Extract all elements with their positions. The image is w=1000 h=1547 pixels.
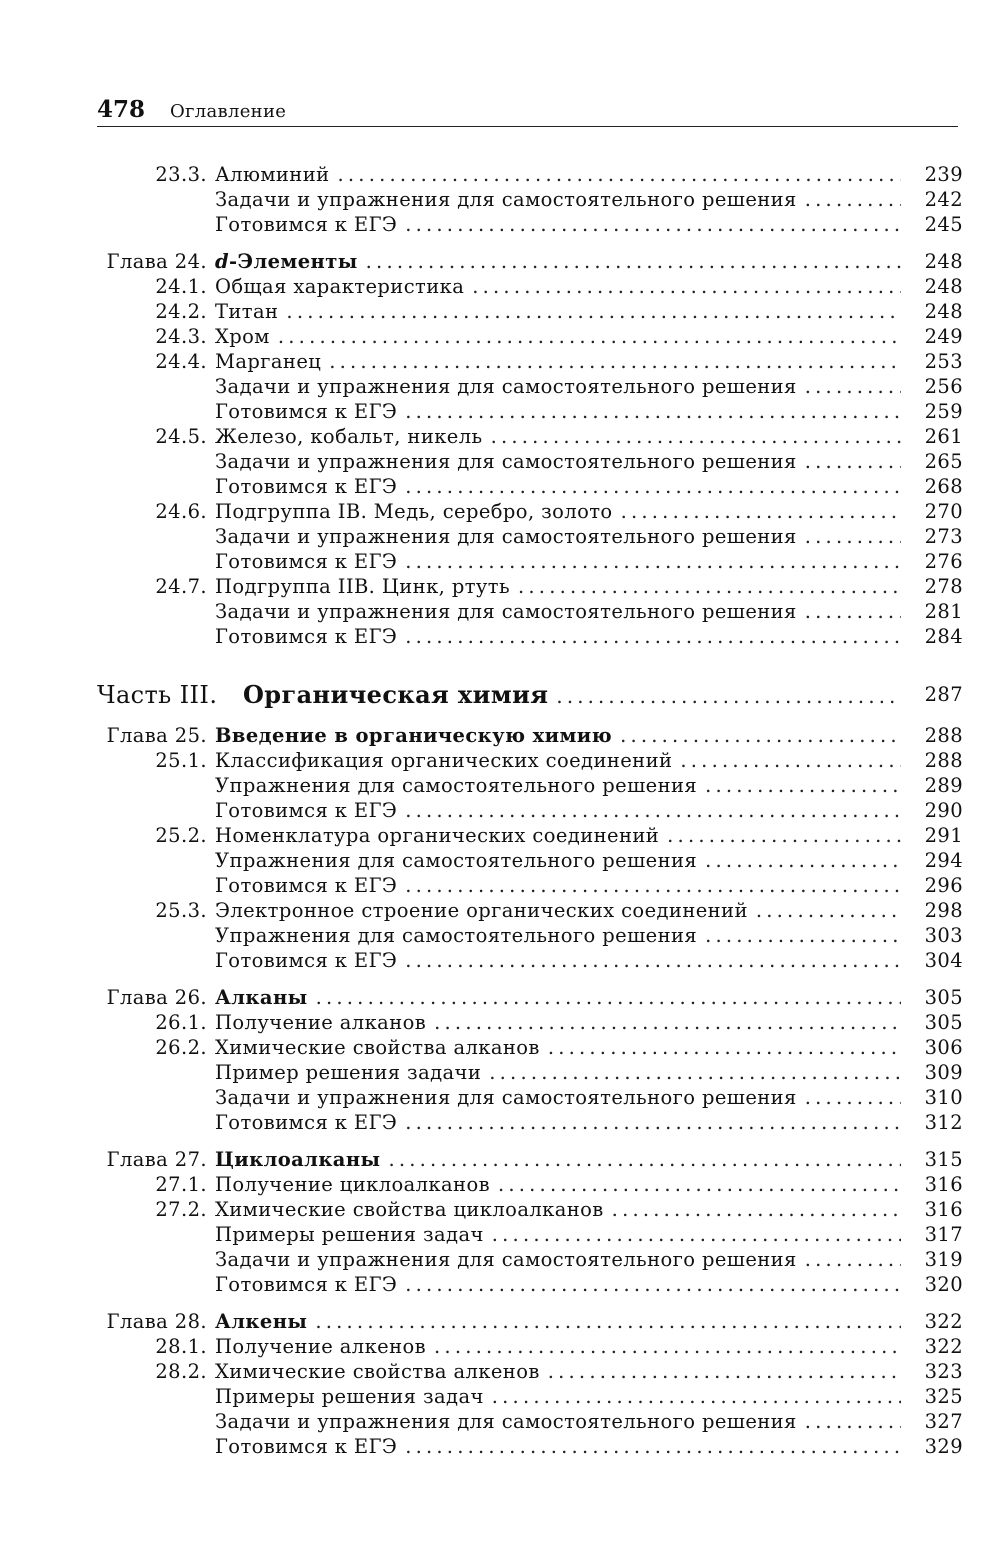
toc-entry-page: 327 [924,1410,963,1433]
toc-entry-title-line [215,823,901,848]
toc-entry-title: Готовимся к ЕГЭ [215,1111,398,1134]
toc-entry-title-line [215,574,901,599]
toc-entry-page: 322 [924,1310,963,1333]
toc-entry-title: Готовимся к ЕГЭ [215,874,398,897]
dot-leader [498,1172,901,1197]
running-header [97,96,958,127]
toc-entry-sub [97,848,963,873]
dot-leader [405,798,901,823]
toc-entry-section [97,1010,963,1035]
toc-entry-page: 317 [924,1223,963,1246]
toc-entry-page: 316 [924,1173,963,1196]
toc-entry-number: Глава 28. [106,1310,207,1333]
toc-entry-title: Циклоалканы [215,1148,381,1171]
toc-entry-page: 284 [924,625,963,648]
toc-entry-number: 25.3. [155,899,207,922]
toc-entry-page: 325 [924,1385,963,1408]
dot-leader [405,1110,901,1135]
toc-entry-number: 24.1. [155,275,207,298]
toc-entry-sub [97,948,963,973]
toc-entry-section [97,1359,963,1384]
toc-entry-title-line [215,399,901,424]
toc-entry-page: 259 [924,400,963,423]
toc-entry-sub [97,399,963,424]
toc-entry-chapter [97,723,963,748]
toc-entry-title-line [215,274,901,299]
toc-entry-title-line [215,162,901,187]
toc-entry-page: 305 [924,1011,963,1034]
toc-entry-number: 26.1. [155,1011,207,1034]
toc-entry-page: 270 [924,500,963,523]
toc-entry-page: 253 [924,350,963,373]
toc-entry-page: 242 [924,188,963,211]
toc-entry-page: 290 [924,799,963,822]
toc-entry-title: Задачи и упражнения для самостоятельного решения [215,188,797,211]
toc-entry-title: Готовимся к ЕГЭ [215,400,398,423]
toc-entry-title-line [215,1359,901,1384]
toc-entry-section [97,1197,963,1222]
toc-entry-title-line [215,187,901,212]
toc-entry-title: Получение алкенов [215,1335,427,1358]
toc-entry-part [97,679,963,711]
toc-entry-title: Задачи и упражнения для самостоятельного решения [215,1086,797,1109]
toc-entry-page: 310 [924,1086,963,1109]
toc-entry-title: Готовимся к ЕГЭ [215,213,398,236]
toc-entry-number: Часть III. [97,681,218,709]
dot-leader [518,574,901,599]
toc-entry-page: 316 [924,1198,963,1221]
dot-leader [705,923,901,948]
toc-entry-sub [97,549,963,574]
toc-entry-page: 245 [924,213,963,236]
toc-entry-chapter [97,1147,963,1172]
toc-entry-page: 248 [924,300,963,323]
toc-entry-title: Химические свойства алкенов [215,1360,540,1383]
toc-entry-title: Готовимся к ЕГЭ [215,949,398,972]
toc-entry-chapter [97,249,963,274]
table-of-contents [97,162,963,1459]
toc-entry-sub [97,1247,963,1272]
running-title: Оглавление [170,101,287,122]
toc-entry-title-line [215,1434,901,1459]
toc-entry-sub [97,773,963,798]
toc-entry-title: Органическая химия [243,680,549,709]
dot-leader [434,1010,901,1035]
toc-entry-title-line [215,873,901,898]
dot-leader [329,349,901,374]
toc-entry-page: 281 [924,600,963,623]
toc-entry-section [97,823,963,848]
toc-entry-title-line [215,1147,901,1172]
toc-entry-title-line [215,923,901,948]
toc-entry-page: 288 [924,749,963,772]
toc-entry-title-line [215,1085,901,1110]
toc-entry-sub [97,1384,963,1409]
toc-entry-page: 294 [924,849,963,872]
toc-entry-page: 305 [924,986,963,1009]
toc-entry-title: Железо, кобальт, никель [215,425,483,448]
toc-entry-title: Задачи и упражнения для самостоятельного решения [215,600,797,623]
toc-entry-number: 25.2. [155,824,207,847]
toc-entry-sub [97,1222,963,1247]
dot-leader [556,681,901,713]
toc-entry-sub [97,374,963,399]
dot-leader [405,399,901,424]
toc-entry-title-line [215,1060,901,1085]
toc-entry-section [97,1334,963,1359]
toc-entry-sub [97,624,963,649]
toc-entry-number: 24.7. [155,575,207,598]
toc-entry-title: Задачи и упражнения для самостоятельного решения [215,375,797,398]
dot-leader [405,1272,901,1297]
toc-entry-number: Глава 24. [106,250,207,273]
toc-entry-number: Глава 27. [106,1148,207,1171]
dot-leader [667,823,901,848]
dot-leader [492,1384,901,1409]
toc-entry-title: Готовимся к ЕГЭ [215,799,398,822]
toc-entry-title-line [215,249,901,274]
dot-leader [338,162,902,187]
toc-entry-page: 289 [924,774,963,797]
toc-entry-number: 24.4. [155,350,207,373]
toc-entry-title: Готовимся к ЕГЭ [215,550,398,573]
dot-leader [805,1409,901,1434]
toc-entry-title: Химические свойства алканов [215,1036,540,1059]
toc-entry-title: Готовимся к ЕГЭ [215,625,398,648]
dot-leader [366,249,901,274]
dot-leader [388,1147,901,1172]
dot-leader [278,324,901,349]
toc-entry-title-line [215,1197,901,1222]
toc-entry-title-line [215,299,901,324]
toc-entry-page: 319 [924,1248,963,1271]
toc-entry-number: 24.2. [155,300,207,323]
toc-entry-sub [97,923,963,948]
toc-entry-title: Задачи и упражнения для самостоятельного решения [215,525,797,548]
toc-entry-sub [97,1085,963,1110]
toc-entry-title: Алканы [215,986,308,1009]
toc-entry-number: 25.1. [155,749,207,772]
toc-entry-page: 309 [924,1061,963,1084]
toc-entry-title-line [215,1409,901,1434]
dot-leader [680,748,901,773]
dot-leader [434,1334,901,1359]
dot-leader [612,1197,901,1222]
toc-entry-title-line [215,748,901,773]
toc-entry-title-line [215,499,901,524]
toc-entry-page: 249 [924,325,963,348]
dot-leader [705,848,901,873]
toc-entry-page: 312 [924,1111,963,1134]
toc-entry-sub [97,212,963,237]
toc-entry-title: Задачи и упражнения для самостоятельного решения [215,1248,797,1271]
toc-entry-page: 291 [924,824,963,847]
toc-entry-title: Химические свойства циклоалканов [215,1198,604,1221]
toc-entry-title-line [215,948,901,973]
dot-leader [805,187,901,212]
toc-entry-section [97,574,963,599]
toc-entry-number: Глава 26. [106,986,207,1009]
toc-entry-section [97,898,963,923]
toc-entry-sub [97,474,963,499]
toc-entry-page: 276 [924,550,963,573]
toc-entry-section [97,299,963,324]
toc-entry-page: 303 [924,924,963,947]
toc-entry-page: 248 [924,275,963,298]
toc-entry-title-line [215,773,901,798]
toc-entry-section [97,499,963,524]
toc-entry-title: Получение циклоалканов [215,1173,490,1196]
dot-leader [492,1222,901,1247]
toc-entry-page: 306 [924,1036,963,1059]
toc-entry-section [97,1035,963,1060]
toc-entry-title: Классификация органических соединений [215,749,673,772]
toc-entry-title-line [215,549,901,574]
dot-leader [405,1434,901,1459]
toc-entry-page: 296 [924,874,963,897]
toc-entry-title-line [215,1334,901,1359]
dot-leader [805,1085,901,1110]
toc-entry-sub [97,599,963,624]
toc-entry-title: Номенклатура органических соединений [215,824,660,847]
toc-entry-section [97,349,963,374]
dot-leader [472,274,901,299]
toc-entry-page: 268 [924,475,963,498]
toc-entry-title: Готовимся к ЕГЭ [215,475,398,498]
toc-entry-number: 28.1. [155,1335,207,1358]
toc-entry-title-line [215,349,901,374]
toc-entry-title-line [215,1309,901,1334]
toc-entry-title: Получение алканов [215,1011,427,1034]
toc-entry-page: 261 [924,425,963,448]
toc-entry-title: Пример решения задачи [215,1061,482,1084]
toc-entry-title-line [215,449,901,474]
toc-entry-section [97,748,963,773]
toc-entry-page: 273 [924,525,963,548]
toc-entry-title-line [215,1010,901,1035]
toc-entry-title-line [215,1247,901,1272]
dot-leader [620,723,901,748]
toc-entry-page: 323 [924,1360,963,1383]
dot-leader [315,1309,901,1334]
toc-entry-title: Подгруппа IIВ. Цинк, ртуть [215,575,511,598]
toc-entry-title-line [215,374,901,399]
toc-entry-chapter [97,985,963,1010]
toc-entry-title: Примеры решения задач [215,1385,484,1408]
toc-entry-title: Подгруппа IВ. Медь, серебро, золото [215,500,613,523]
dot-leader [405,948,901,973]
toc-entry-number: 26.2. [155,1036,207,1059]
toc-entry-title: Алкены [215,1310,308,1333]
toc-entry-title-line [215,424,901,449]
toc-entry-page: 248 [924,250,963,273]
toc-entry-title: Готовимся к ЕГЭ [215,1273,398,1296]
toc-entry-title-line [215,324,901,349]
toc-entry-title: Упражнения для самостоятельного решения [215,924,698,947]
dot-leader [805,1247,901,1272]
toc-entry-number: 27.2. [155,1198,207,1221]
page-number: 478 [97,96,146,123]
dot-leader [805,449,901,474]
toc-entry-page: 287 [924,683,963,706]
toc-entry-title: Введение в органическую химию [215,724,613,747]
toc-entry-page: 329 [924,1435,963,1458]
toc-entry-sub [97,1272,963,1297]
toc-entry-page: 239 [924,163,963,186]
toc-entry-sub [97,873,963,898]
toc-entry-title: Титан [215,300,279,323]
toc-entry-title-line [215,898,901,923]
toc-entry-section [97,424,963,449]
toc-entry-section [97,1172,963,1197]
toc-entry-title-line [215,1172,901,1197]
toc-entry-title-line [215,798,901,823]
toc-entry-page: 315 [924,1148,963,1171]
dot-leader [316,985,901,1010]
toc-entry-title-line [215,723,901,748]
toc-entry-page: 265 [924,450,963,473]
toc-entry-section [97,162,963,187]
dot-leader [405,212,901,237]
dot-leader [805,599,901,624]
toc-entry-title-line [215,474,901,499]
dot-leader [405,474,901,499]
dot-leader [548,1359,901,1384]
toc-entry-title-line [215,212,901,237]
dot-leader [705,773,901,798]
toc-entry-page: 298 [924,899,963,922]
toc-entry-sub [97,1409,963,1434]
toc-entry-title-line [215,624,901,649]
toc-entry-title: Примеры решения задач [215,1223,484,1246]
toc-entry-sub [97,1060,963,1085]
toc-entry-title-line [215,524,901,549]
toc-entry-title-line [215,985,901,1010]
dot-leader [756,898,901,923]
toc-entry-title-line [215,1384,901,1409]
dot-leader [621,499,901,524]
dot-leader [405,873,901,898]
dot-leader [805,524,901,549]
dot-leader [405,624,901,649]
toc-entry-title-line [215,599,901,624]
toc-entry-title: Задачи и упражнения для самостоятельного решения [215,1410,797,1433]
toc-entry-number: 28.2. [155,1360,207,1383]
toc-entry-number: 24.3. [155,325,207,348]
dot-leader [805,374,901,399]
toc-entry-title-line [215,1222,901,1247]
toc-entry-title-line [243,679,901,713]
toc-entry-title: Задачи и упражнения для самостоятельного решения [215,450,797,473]
toc-entry-title: Марганец [215,350,322,373]
toc-entry-number: 27.1. [155,1173,207,1196]
toc-entry-title: Упражнения для самостоятельного решения [215,774,698,797]
toc-entry-chapter [97,1309,963,1334]
toc-entry-sub [97,1110,963,1135]
toc-entry-page: 278 [924,575,963,598]
toc-entry-title: d-Элементы [215,250,358,273]
toc-entry-section [97,274,963,299]
dot-leader [548,1035,901,1060]
toc-entry-sub [97,1434,963,1459]
toc-entry-title: Готовимся к ЕГЭ [215,1435,398,1458]
toc-entry-title: Электронное строение органических соединений [215,899,748,922]
dot-leader [286,299,901,324]
toc-entry-sub [97,524,963,549]
toc-entry-page: 322 [924,1335,963,1358]
toc-entry-number: 24.6. [155,500,207,523]
toc-entry-title-line [215,1035,901,1060]
toc-entry-page: 288 [924,724,963,747]
toc-entry-title: Хром [215,325,270,348]
toc-entry-title: Общая характеристика [215,275,465,298]
toc-entry-number: 23.3. [155,163,207,186]
toc-entry-sub [97,187,963,212]
toc-entry-title-line [215,848,901,873]
toc-entry-section [97,324,963,349]
dot-leader [405,549,901,574]
toc-entry-title-line [215,1110,901,1135]
toc-entry-sub [97,449,963,474]
toc-entry-title-line [215,1272,901,1297]
toc-entry-page: 256 [924,375,963,398]
toc-entry-sub [97,798,963,823]
toc-entry-title: Алюминий [215,163,330,186]
dot-leader [489,1060,901,1085]
toc-entry-page: 320 [924,1273,963,1296]
toc-entry-number: Глава 25. [106,724,207,747]
toc-entry-page: 304 [924,949,963,972]
toc-entry-title: Упражнения для самостоятельного решения [215,849,698,872]
dot-leader [491,424,901,449]
toc-entry-number: 24.5. [155,425,207,448]
